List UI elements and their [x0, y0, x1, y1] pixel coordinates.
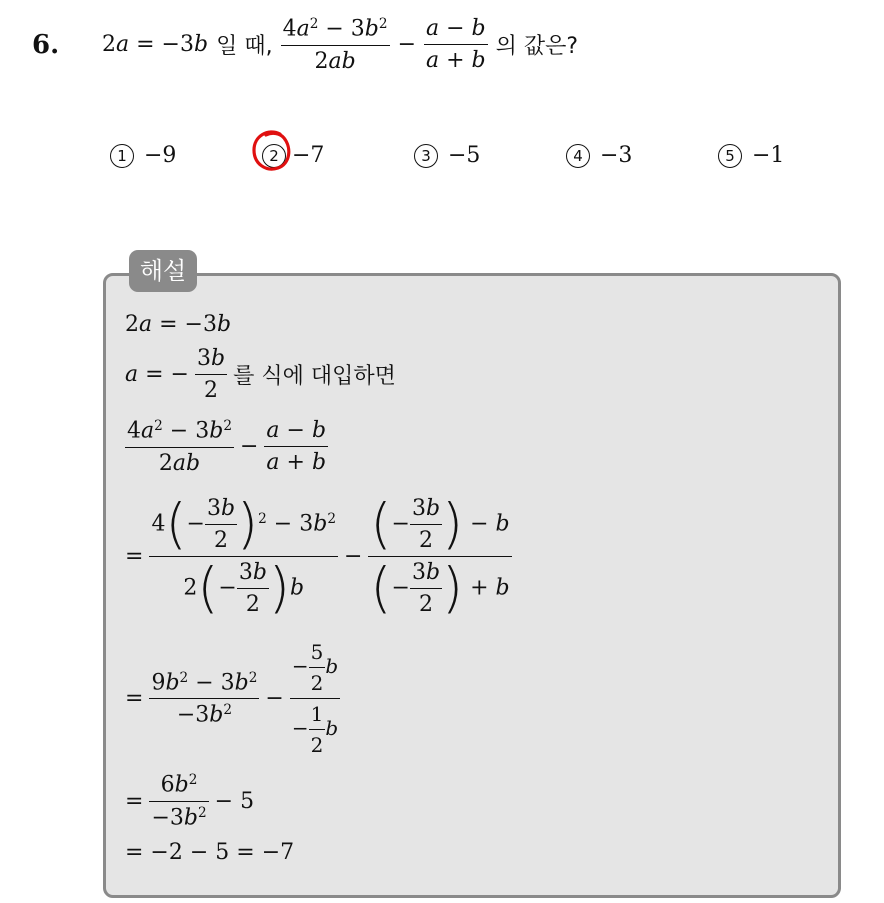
solution-line-4: = 4(− $\frac{3b}{2}$ )$^2 - 3b^2$ 2(− $\frac{3b}{2}$ )b − (− $\frac{3b}{2}$ ) − b (− $\frac{3b}{2}$ ) + b — [125, 492, 510, 620]
solution-line-2: a = − $\frac{3b}{2}$ 를 식에 대입하면 — [125, 346, 396, 403]
choice-value: −9 — [144, 143, 177, 168]
solution-line-3: $\frac{4a^2 - 3b^2}{2ab}$ − $\frac{a - b}{a + b}$ — [127, 418, 327, 476]
final-answer: = −2 − 5 = −7 — [125, 840, 295, 865]
minus-sign: − — [397, 32, 416, 58]
substitute-text: 를 식에 대입하면 — [233, 364, 396, 389]
solution-line-6: = $\frac{6b^2}{-3b^2}$ − 5 — [125, 772, 255, 830]
condition: 2a = −3b — [102, 32, 209, 58]
answer-mark-icon — [250, 128, 294, 174]
solution-line-5: = $\frac{9b^2 - 3b^2}{-3b^2}$ − − $\frac{5}{2}$ b − $\frac{1}{2}$ b — [125, 640, 339, 757]
choice-value: −5 — [448, 143, 481, 168]
choice-4[interactable] — [566, 143, 632, 168]
choice-mark: 4 — [566, 144, 590, 168]
value-question: 의 값은? — [495, 34, 579, 60]
solution-tag: 해설 — [129, 250, 197, 292]
solution-final-line — [125, 840, 294, 865]
choice-mark: 5 — [718, 144, 742, 168]
problem-number: 6. — [32, 30, 60, 60]
choice-5[interactable] — [718, 143, 784, 168]
choice-value: −3 — [600, 143, 633, 168]
choice-1[interactable] — [110, 143, 176, 168]
choice-mark: 1 — [110, 144, 134, 168]
choice-mark: 3 — [414, 144, 438, 168]
fraction-1: $\frac{4a^2 - 3b^2}{2ab}$ — [282, 16, 388, 74]
solution-line-1: 2a = −3b — [125, 312, 232, 337]
choice-3[interactable] — [414, 143, 480, 168]
question-text — [102, 16, 578, 74]
choice-value: −7 — [292, 143, 325, 168]
choice-mark: 2 — [262, 144, 286, 168]
when-text: 일 때, — [216, 34, 273, 60]
fraction-2: $\frac{a - b}{a + b}$ — [426, 16, 486, 74]
choice-value: −1 — [752, 143, 785, 168]
